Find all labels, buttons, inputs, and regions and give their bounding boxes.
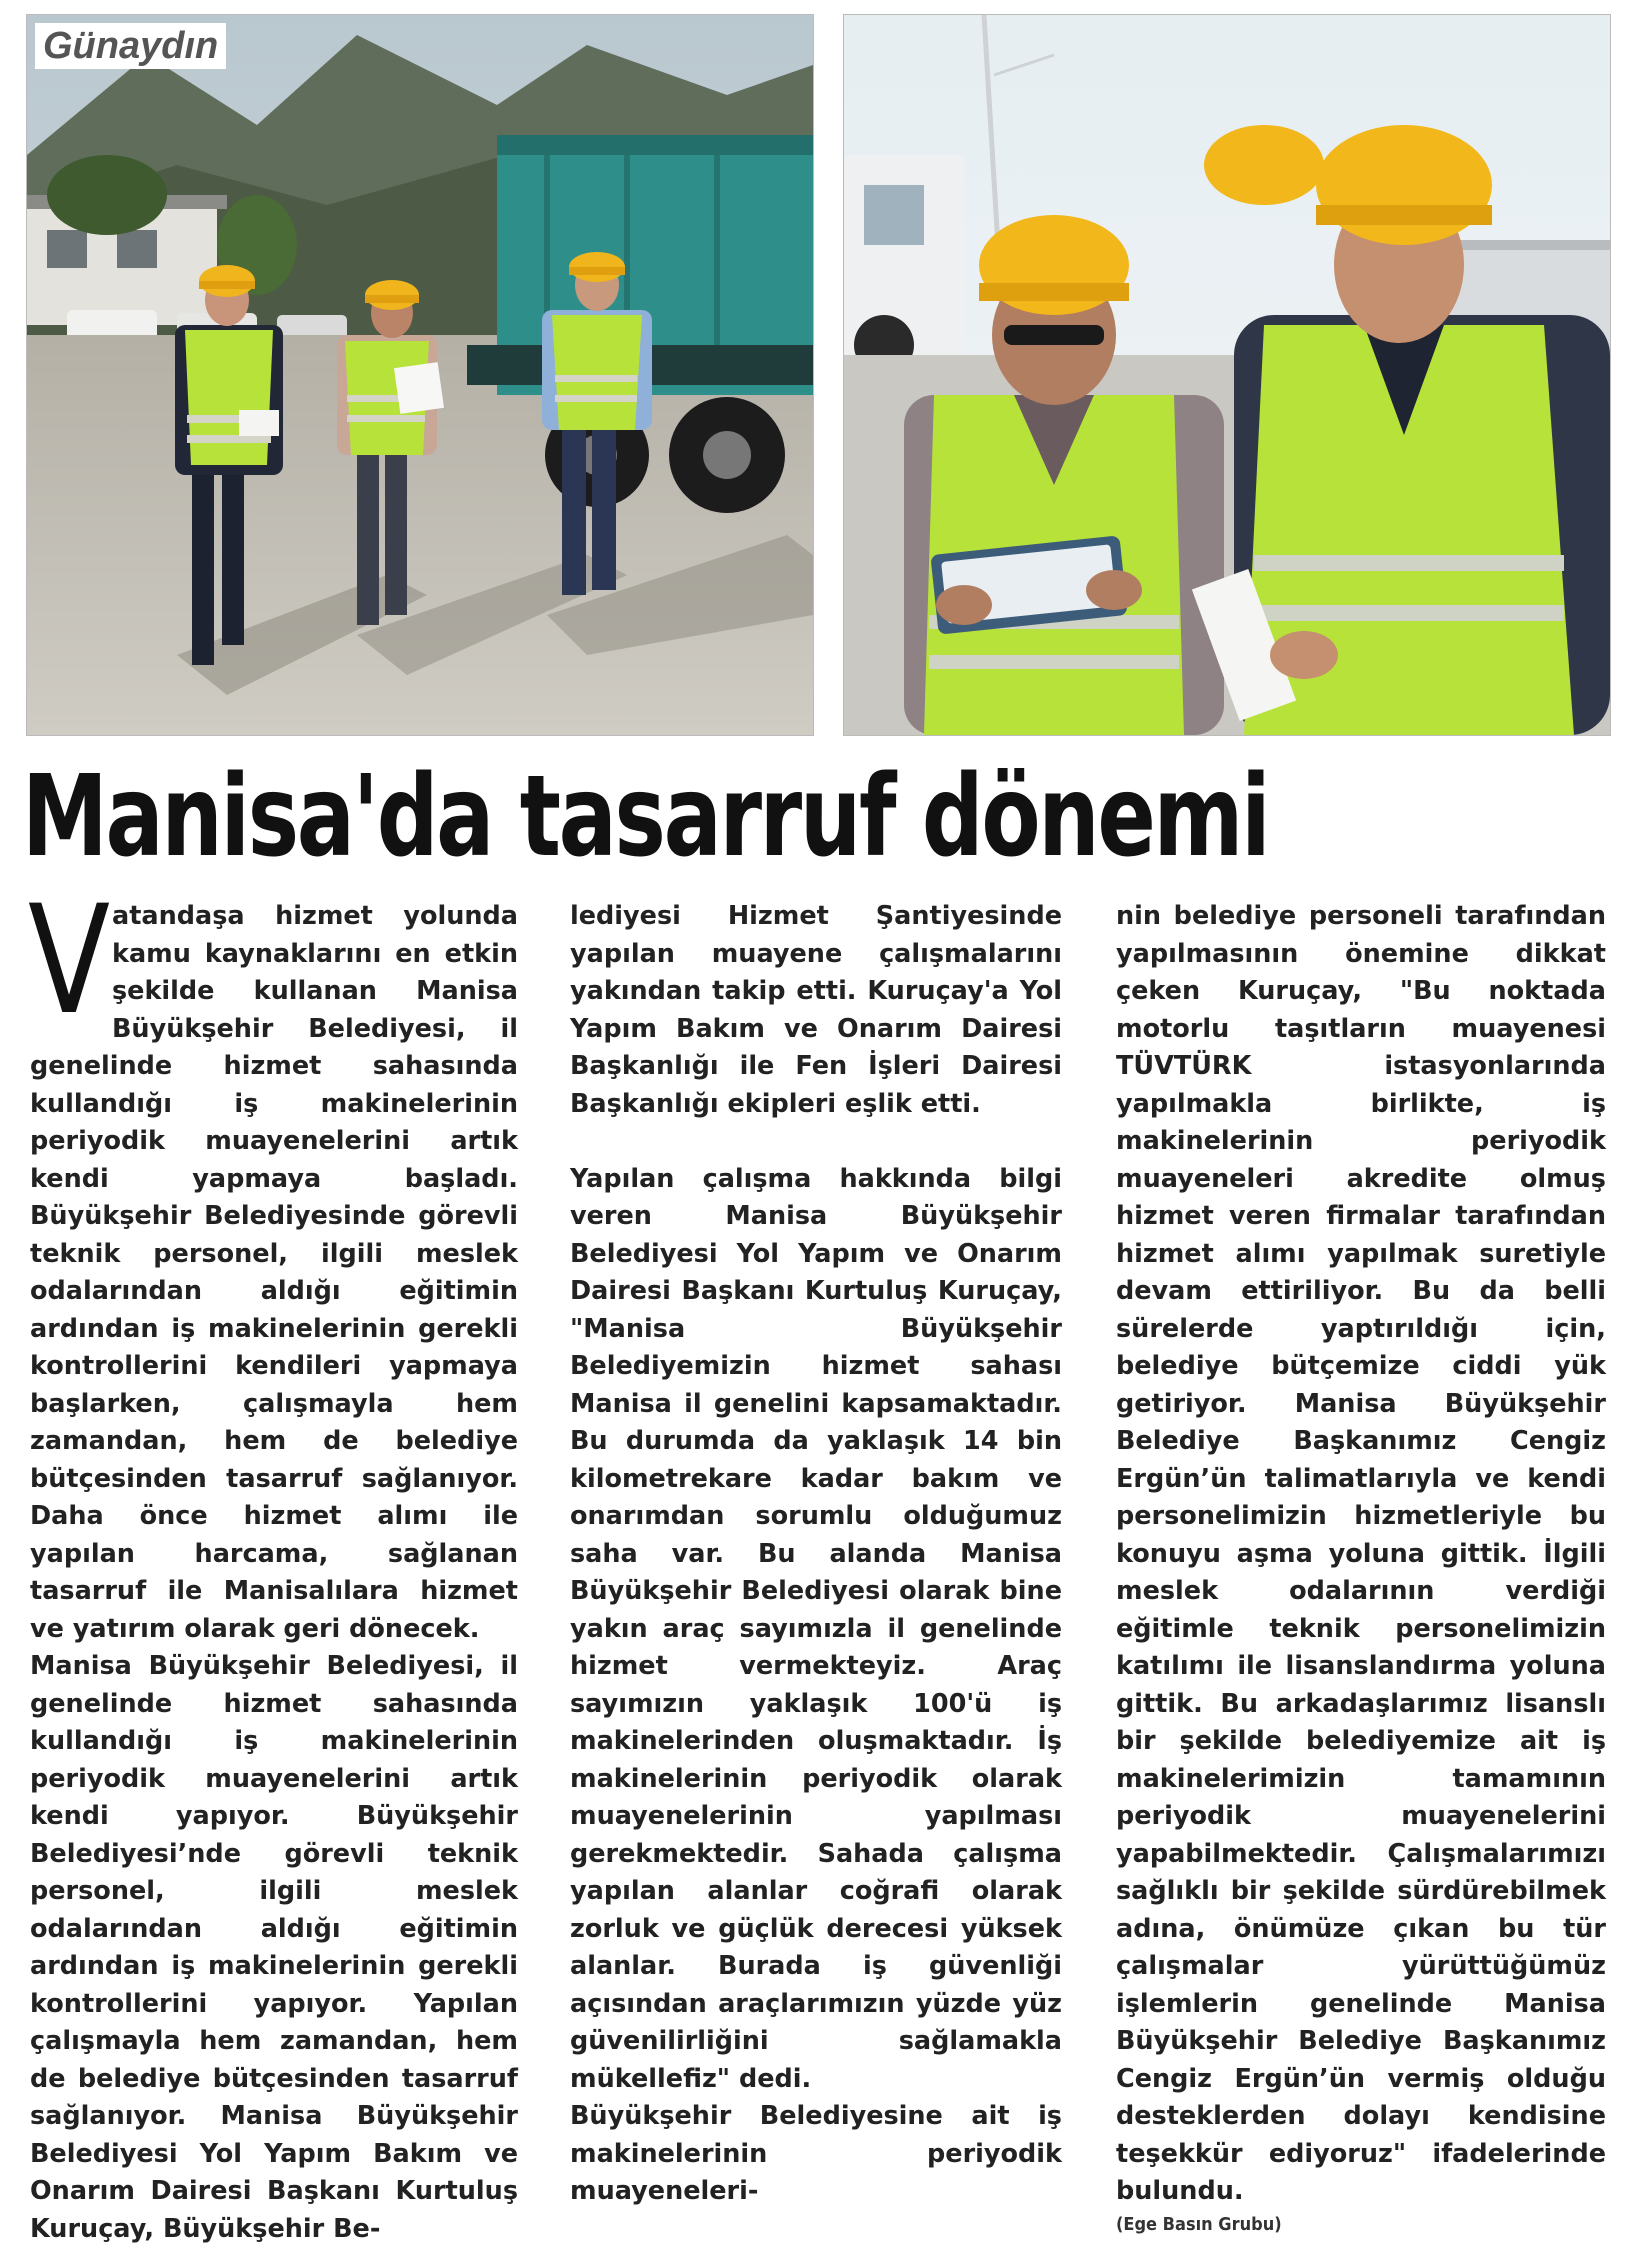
article-paragraph: lediyesi Hizmet Şantiyesinde yapılan muayene çalışmalarını yakından takip etti. Kuruçay'a Yol Yapım Bakım ve Onarım Dairesi Başkanlığı ile Fen İşleri Dairesi Başkanlığı ekipleri eşlik etti. — [570, 901, 1062, 1119]
source-credit: (Ege Basın Grubu) — [1116, 2213, 1282, 2235]
article-paragraph: Yapılan çalışma hakkında bilgi veren Manisa Büyükşehir Belediyesi Yol Yapım ve Onarım Dairesi Başkanı Kurtuluş Kuruçay, "Manisa Büyükşehir Belediyemizin hizmet sahası Manisa il genelini kapsamaktadır. Bu durumda da yaklaşık 14 bin kilometrekare kadar bakım ve onarımdan sorumlu olduğumuz saha var. Bu alanda Manisa Büyükşehir Belediyesi olarak bine yakın araç sayımızla il genelinde hizmet vermekteyiz. Araç sayımızın yaklaşık 100'ü iş makinelerinden oluşmaktadır. İş makinelerinin periyodik olarak muayenelerinin yapılması gerekmektedir. Sahada çalışma yapılan alanlar coğrafi olarak zorluk ve güçlük derecesi yüksek alanlar. Burada iş güvenliği açısından araçlarımızın yüzde yüz güvenilirliğini sağlamakla mükellefiz" dedi. — [570, 1163, 1062, 2094]
article-paragraph: Büyükşehir Belediyesine ait iş makinelerinin periyodik muayeneleri- — [570, 2101, 1062, 2206]
article-column-2 — [570, 898, 1062, 2211]
drop-cap: V — [28, 874, 111, 1048]
photo-site-visit-tablet — [843, 14, 1611, 736]
headline: Manisa'da tasarruf dönemi — [22, 752, 1269, 882]
photo-left-illustration — [27, 15, 813, 735]
article-paragraph: Manisa Büyükşehir Belediyesi, il genelinde hizmet sahasında kullandığı iş makinelerinin periyodik muayenelerini artık kendi yapıyor. Büyükşehir Belediyesi’nde görevli teknik personel, ilgili meslek odalarından aldığı eğitimin ardından iş makinelerinin gerekli kontrollerini yapıyor. Yapılan çalışmayla hem zamandan, hem de belediye bütçesinden tasarruf sağlanıyor. Manisa Büyükşehir Belediyesi Yol Yapım Bakım ve Onarım Dairesi Başkanı Kurtuluş Kuruçay, Büyükşehir Be- — [30, 1651, 518, 2244]
article-paragraph: atandaşa hizmet yolunda kamu kaynaklarını en etkin şekilde kullanan Manisa Büyükşehir Belediyesi, il genelinde hizmet sahasında kullandığı iş makinelerinin periyodik muayenelerini artık kendi yapmaya başladı. Büyükşehir Belediyesinde görevli teknik personel, ilgili meslek odalarından aldığı eğitimin ardından iş makinelerinin gerekli kontrollerini kendileri yapmaya başlarken, çalışmayla hem zamandan, hem de belediye bütçesinden tasarruf sağlanıyor. Daha önce hizmet alımı ile yapılan harcama, sağlanan tasarruf ile Manisalılara hizmet ve yatırım olarak geri dönecek. — [30, 901, 518, 1644]
article-column-3 — [1116, 898, 1606, 2239]
article-column-1 — [28, 874, 518, 2248]
article-paragraph: nin belediye personeli tarafından yapılmasının önemine dikkat çeken Kuruçay, "Bu noktada motorlu taşıtların muayenesi TÜVTÜRK istasyonlarında yapılmakla birlikte, iş makinelerinin periyodik muayeneleri akredite olmuş hizmet veren firmalar tarafından hizmet alımı yapılmak suretiyle devam ettiriliyor. Bu da belli sürelerde yaptırıldığı için, belediye bütçemize ciddi yük getiriyor. Manisa Büyükşehir Belediye Başkanımız Cengiz Ergün’ün talimatlarıyla ve kendi personelimizin hizmetleriyle bu konuyu aşma yoluna gittik. İlgili meslek odalarının verdiği eğitimle teknik personelimizin katılımı ile lisanslandırma yoluna gittik. Bu arkadaşlarımız lisanslı bir şekilde belediyemize ait iş makinelerimizin tamamının periyodik muayenelerini yapabilmektedir. Çalışmalarımızı sağlıklı bir şekilde sürdürebilmek adına, önümüze çıkan bu tür çalışmalar yürüttüğümüz işlemlerin genelinde Manisa Büyükşehir Belediye Başkanımız Cengiz Ergün’ün vermiş olduğu desteklerden dolayı kendisine teşekkür ediyoruz" ifadelerinde bulundu. — [1116, 901, 1606, 2206]
photo-site-visit-walking — [26, 14, 814, 736]
publication-name: Günaydın — [35, 23, 226, 69]
photo-right-illustration — [844, 15, 1610, 735]
